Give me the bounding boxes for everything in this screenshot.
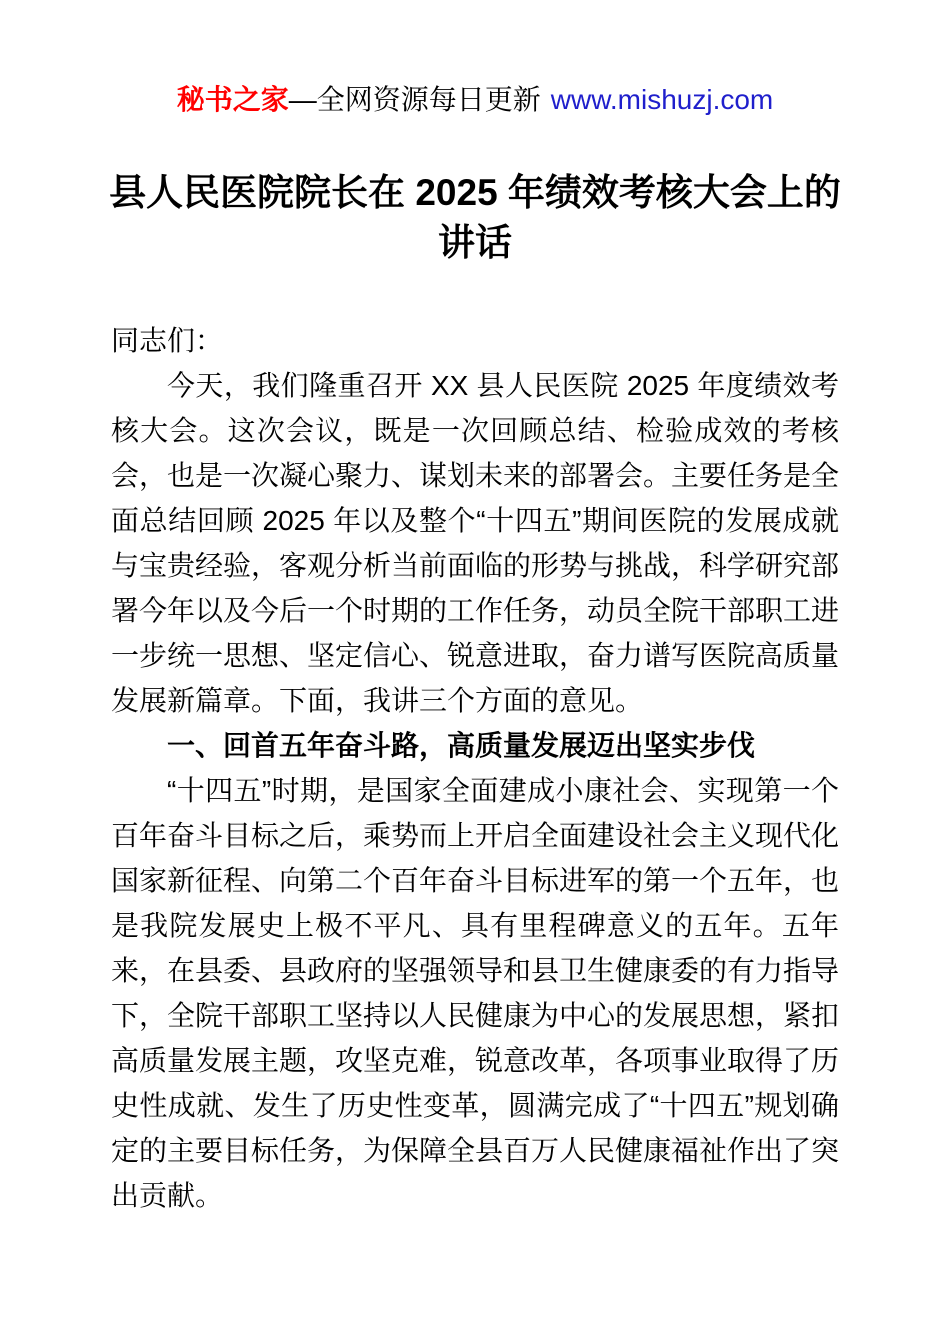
document-body bbox=[111, 318, 839, 1218]
section-1-heading: 一、回首五年奋斗路，高质量发展迈出坚实步伐 bbox=[167, 730, 756, 761]
site-url-link[interactable]: www.mishuzj.com bbox=[550, 84, 774, 115]
salutation: 同志们： bbox=[111, 325, 224, 356]
site-tagline: —全网资源每日更新 bbox=[288, 84, 541, 115]
section-1-paragraph: “十四五”时期，是国家全面建成小康社会、实现第一个百年奋斗目标之后，乘势而上开启全面建设社会主义现代化国家新征程、向第二个百年奋斗目标进军的第一个五年，也是我院发展史上极不平凡、具有里程碑意义的五年。五年来，在县委、县政府的坚强领导和县卫生健康委的有力指导下，全院干部职工坚持以人民健康为中心的发展思想，紧扣高质量发展主题，攻坚克难，锐意改革，各项事业取得了历史性成就、发生了历史性变革，圆满完成了“十四五”规划确定的主要目标任务，为保障全县百万人民健康福祉作出了突出贡献。 bbox=[111, 775, 840, 1211]
paragraph-intro: 今天，我们隆重召开 XX 县人民医院 2025 年度绩效考核大会。这次会议，既是一次回顾总结、检验成效的考核会，也是一次凝心聚力、谋划未来的部署会。主要任务是全面总结回顾 2025 年以及整个“十四五”期间医院的发展成就与宝贵经验，客观分析当前面临的形势与挑战，科学研究部署今年以及今后一个时期的工作任务，动员全院干部职工进一步统一思想、坚定信心、锐意进取，奋力谱写医院高质量发展新篇章。下面，我讲三个方面的意见。 bbox=[111, 370, 840, 716]
document-title: 县人民医院院长在 2025 年绩效考核大会上的讲话 bbox=[109, 172, 841, 263]
site-brand: 秘书之家 bbox=[176, 84, 289, 115]
site-header bbox=[0, 0, 950, 118]
